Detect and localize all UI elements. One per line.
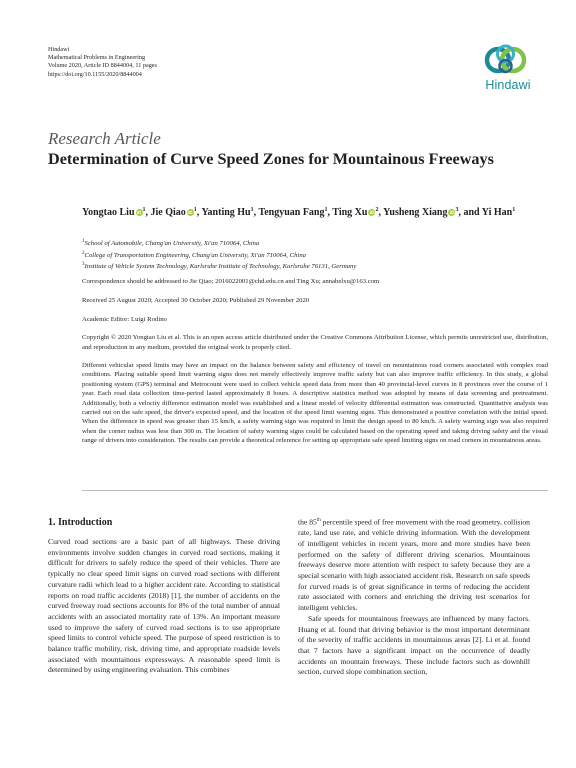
abstract: Different vehicular speed limits may have an impact on the balance between safety and efficiency of travel on mountainous road corners associated with complex road conditions. Placing suitable speed limit warning signs does not merely effectively improve traffic safety but can also improve traffic efficiency. In this study, a global positioning system (GPS) terminal and Metrocount were used to collect vehicle speed data from more than 40 provincial-level curves in 8 provinces over the course of 1 year. Each road data collection time-period lasted approximately 8 hours. A descriptive statistics method was adopted by means of data screening and pretreatment. Additionally, both a velocity difference estimation model was established and a linear model of velocity differential estimation was constructed. Quantitative analysis was carried out on the safe speed, the driver's expected speed, and the location of the speed limit warning signs. This demonstrated a positive correlation with the initial speed. When the difference in speed was greater than 15 km/h, a safety warning sign was required to limit the design speed to 80 km/h. A safety warning sign was also required when the corner radius was less than 300 m. The location of safety warning signs could be calculated based on the operating speed and taking driving safety and the visual range of drivers into consideration. The results can provide a theoretical reference for setting up appropriate safe speed limiting signs on road corners in mountainous areas. [82,362,548,445]
introduction-heading: 1. Introduction [48,517,113,528]
author-conjunction: and [460,207,482,218]
intro-paragraph-2: Safe speeds for mountainous freeways are influenced by many factors. Huang et al. found that driving behavior is the most important determinant of the severity of traffic accidents in mountainous areas [2]. Li et al. found that 7 factors have a significant impact on the occurrence of deadly accidents on mountain freeways. These include factors such as downhill section, curved slope combination section, [298,613,530,677]
hindawi-logo-text: Hindawi [485,78,531,92]
intro-paragraph-1: Curved road sections are a basic part of all highways. These driving environments involve sudden changes in curved road sections, making it difficult for drivers to safely reduce the speed of their vehicles. There are typically no clear speed limit signs on curved road sections with different curvature radii which lead to a higher accident rate. According to statistical reports on road traffic accidents (2018) [1], the number of accidents on the curved freeway road sections accounts for 8% of the total number of annual accidents with an associated mortality rate of 13%. An important measure used to improve the safety of curved road sections is to use appropriate speed limits to control vehicle speed. The purpose of speed restriction is to balance traffic mobility, risk, driving time, and appropriate roadside levels associated with mountainous expressways. A reasonable speed limit is determined by using engineering evaluation. This combines [48,537,280,675]
academic-editor: Academic Editor: Luigi Rodino [82,316,167,323]
orcid-icon[interactable]: iD [449,210,455,215]
orcid-icon[interactable]: iD [136,210,142,215]
orcid-icon[interactable]: iD [188,210,193,215]
publisher-name: Hindawi [48,46,70,53]
section-divider [82,490,548,491]
affiliations [82,237,548,272]
affiliation-1: $^1$School of Automobile, Chang'an University, Xi'an 710064, China [82,239,260,247]
intro-right-column [298,516,530,678]
intro-paragraph-1-continued: the 85th percentile speed of free movement with the road geometry, collision rate, land use rate, and vehicle driving information. With the development of intelligent vehicles in recent years, more and more studies have been performed on the safety of different driving scenarios. Mountainous freeways deserve more attention with respect to safety because they are a special scenario with high associated accident risk. Research on safe speeds for curved roads is of great significance in terms of reducing the accident rate associated with corners and enriching the driving test scenarios for intelligent vehicles. [298,517,530,613]
author-name[interactable]: Yusheng Xiang $iD^3$ [383,207,459,218]
intro-left-column [48,537,280,676]
journal-volume: Volume 2020, Article ID 8844004, 11 pages [48,62,157,70]
publication-dates: Received 25 August 2020; Accepted 30 October 2020; Published 29 November 2020 [82,297,310,304]
author-name[interactable]: Jie Qiao $iD^1$ [150,207,197,218]
author-name[interactable]: Tengyuan Fang$^1$ [258,207,328,218]
author-name[interactable]: Yi Han$^1$ [481,207,516,218]
author-name[interactable]: Ting Xu $iD^2$ [332,207,379,218]
journal-info [48,46,157,79]
article-type: Research Article [48,129,161,148]
orcid-icon[interactable]: iD [369,210,375,215]
correspondence: Correspondence should be addressed to Jie Qiao; 2016022001@chd.edu.cn and Ting Xu; annabelxu@163.com [82,278,380,285]
journal-doi-link[interactable]: https://doi.org/10.1155/2020/8844004 [48,70,142,78]
article-title: Determination of Curve Speed Zones for Mountainous Freeways [48,150,494,168]
affiliation-2: $^2$College of Transportation Engineering, Chang'an University, Xi'an 710064, China [82,250,307,259]
author-name[interactable]: Yongtao Liu $iD^1$ [82,207,146,218]
affiliation-3: $^3$Institute of Vehicle System Technology, Karlsruhe Institute of Technology, Karlsruhe 76131, Germany [82,262,357,271]
journal-name: Mathematical Problems in Engineering [48,54,146,62]
copyright-notice: Copyright © 2020 Yongtao Liu et al. This is an open access article distributed under the Creative Commons Attribution License, which permits unrestricted use, distribution, and reproduction in any medium, provided the original work is properly cited. [82,334,548,351]
author-name[interactable]: Yanting Hu$^1$ [201,207,254,218]
author-list: Yongtao Liu $iD^1$, Jie Qiao $iD^1$, Yanting Hu$^1$, Tengyuan Fang$^1$, Ting Xu $iD^2$, Yusheng Xiang $iD^3$, and Yi Han$^1$ [82,207,516,218]
